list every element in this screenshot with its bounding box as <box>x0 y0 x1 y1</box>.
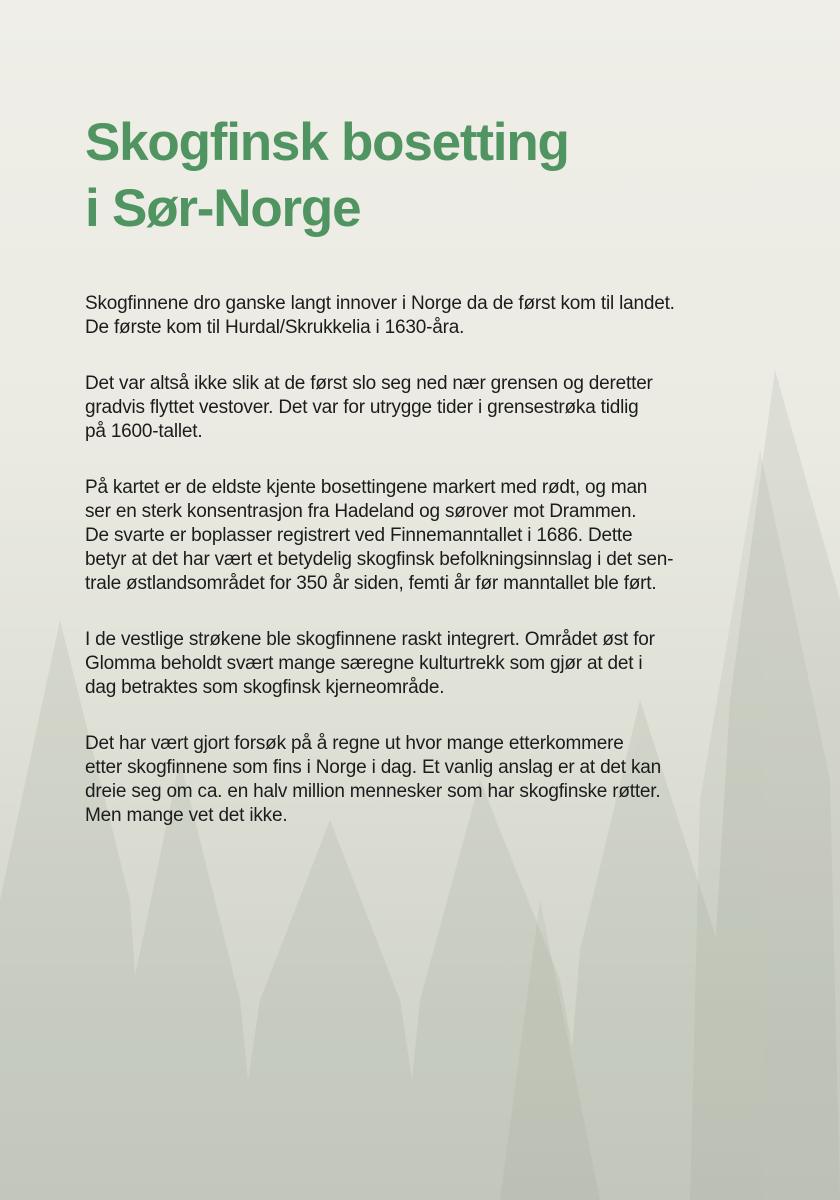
text-line: På kartet er de eldste kjente bosettingene markert med rødt, og man <box>85 477 648 498</box>
paragraph <box>85 292 785 340</box>
body-text <box>85 292 785 828</box>
paragraph <box>85 372 785 444</box>
paragraph <box>85 732 785 828</box>
paragraph <box>85 476 785 596</box>
text-line: Men mange vet det ikke. <box>85 805 288 826</box>
document-content <box>85 110 785 860</box>
text-line: De første kom til Hurdal/Skrukkelia i 1630-åra. <box>85 317 465 338</box>
text-line: Skogfinnene dro ganske langt innover i Norge da de først kom til landet. <box>85 293 675 314</box>
paragraph <box>85 628 785 700</box>
text-line: Det har vært gjort forsøk på å regne ut hvor mange etterkommere <box>85 733 624 754</box>
title-line: Skogfinsk bosetting <box>85 113 569 172</box>
text-line: ser en sterk konsentrasjon fra Hadeland og sørover mot Drammen. <box>85 501 637 522</box>
text-line: Glomma beholdt svært mange særegne kulturtrekk som gjør at det i <box>85 653 643 674</box>
text-line: Det var altså ikke slik at de først slo seg ned nær grensen og deretter <box>85 373 653 394</box>
text-line: etter skogfinnene som fins i Norge i dag. Et vanlig anslag er at det kan <box>85 757 661 778</box>
text-line: I de vestlige strøkene ble skogfinnene raskt integrert. Området øst for <box>85 629 655 650</box>
text-line: gradvis flyttet vestover. Det var for utrygge tider i grensestrøka tidlig <box>85 397 639 418</box>
text-line: dreie seg om ca. en halv million mennesker som har skogfinske røtter. <box>85 781 661 802</box>
page-title <box>85 110 785 242</box>
text-line: betyr at det har vært et betydelig skogfinsk befolkningsinnslag i det sen- <box>85 549 674 570</box>
title-line: i Sør-Norge <box>85 179 361 238</box>
text-line: dag betraktes som skogfinsk kjerneområde. <box>85 677 445 698</box>
text-line: trale østlandsområdet for 350 år siden, femti år før manntallet ble ført. <box>85 573 657 594</box>
text-line: på 1600-tallet. <box>85 421 203 442</box>
text-line: De svarte er boplasser registrert ved Finnemanntallet i 1686. Dette <box>85 525 633 546</box>
